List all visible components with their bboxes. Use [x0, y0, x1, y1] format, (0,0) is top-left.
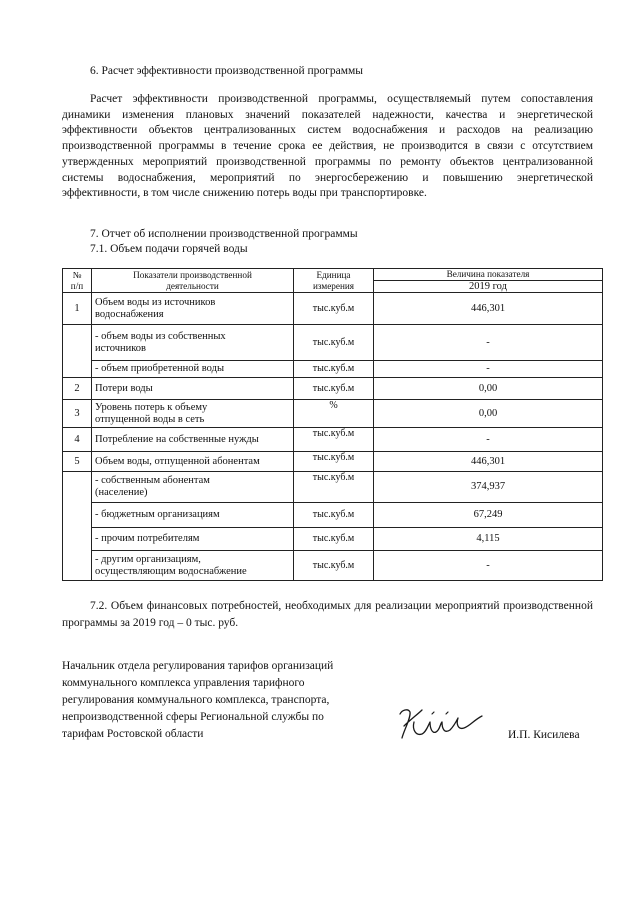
row-num: 1 [63, 293, 92, 325]
header-unit [294, 269, 374, 293]
row-value: 446,301 [374, 452, 603, 472]
row-indicator: - прочим потребителям [92, 528, 294, 551]
section-6-heading: 6. Расчет эффективности производственной программы [90, 65, 364, 77]
row-unit: тыс.куб.м [294, 452, 374, 472]
row-indicator [92, 472, 294, 503]
row-unit: тыс.куб.м [294, 428, 374, 452]
row-indicator [92, 325, 294, 361]
table-row [63, 361, 603, 378]
row-indicator: - объем приобретенной воды [92, 361, 294, 378]
row-indicator: Потери воды [92, 378, 294, 400]
table-row [63, 293, 603, 325]
row-unit: тыс.куб.м [294, 378, 374, 400]
row-unit: % [294, 400, 374, 428]
section-7-2-text: 7.2. Объем финансовых потребностей, необходимых для реализации мероприятий производственной программы за 2019 год – 0 тыс. руб. [62, 600, 593, 629]
row-value: 0,00 [374, 400, 603, 428]
handwritten-signature-icon [392, 700, 484, 748]
row-indicator-line2: осуществляющим водоснабжение [95, 565, 247, 577]
row-value: 446,301 [374, 293, 603, 325]
header-indicator-line2: деятельности [166, 280, 219, 291]
row-num: 4 [63, 428, 92, 452]
table-row [63, 528, 603, 551]
row-unit: тыс.куб.м [294, 472, 374, 503]
header-indicator-line1: Показатели производственной [133, 269, 252, 280]
signatory-name: И.П. Кисилева [508, 729, 580, 741]
row-indicator-line1: Уровень потерь к объему [95, 401, 208, 413]
row-unit: тыс.куб.м [294, 528, 374, 551]
row-num: 2 [63, 378, 92, 400]
signatory-position-line: коммунального комплекса управления тарифного [62, 677, 305, 689]
section-6-body [62, 92, 593, 202]
row-unit: тыс.куб.м [294, 361, 374, 378]
row-indicator-line2: водоснабжения [95, 308, 164, 320]
row-num: 5 [63, 452, 92, 472]
row-indicator [92, 293, 294, 325]
signatory-position-line: регулирования коммунального комплекса, транспорта, [62, 694, 330, 706]
header-indicator [92, 269, 294, 293]
row-indicator-line1: - собственным абонентам [95, 475, 210, 486]
row-indicator: Объем воды, отпущенной абонентам [92, 452, 294, 472]
header-value: Величина показателя [374, 269, 603, 281]
row-num [63, 472, 92, 581]
header-year: 2019 год [374, 281, 603, 293]
row-indicator-line1: - другим организациям, [95, 553, 201, 565]
row-indicator: Потребление на собственные нужды [92, 428, 294, 452]
header-num [63, 269, 92, 293]
signatory-position-line: Начальник отдела регулирования тарифов организаций [62, 660, 334, 672]
row-indicator-line2: (население) [95, 487, 148, 498]
signatory-position-line: непроизводственной сферы Региональной службы по [62, 711, 324, 723]
row-unit: тыс.куб.м [294, 503, 374, 528]
table-row [63, 503, 603, 528]
row-indicator-line2: отпущенной воды в сеть [95, 413, 205, 425]
row-unit: тыс.куб.м [294, 325, 374, 361]
table-row [63, 378, 603, 400]
table-row [63, 325, 603, 361]
row-value: - [374, 428, 603, 452]
row-indicator [92, 551, 294, 581]
row-num: 3 [63, 400, 92, 428]
table-row [63, 400, 603, 428]
row-indicator: - бюджетным организациям [92, 503, 294, 528]
header-unit-line1: Единица [316, 269, 351, 280]
section-6-body-text: Расчет эффективности производственной программы, осуществляемый путем сопоставления динамики изменения плановых значений показателей надежности, качества и энергетической эффективности объектов централизованных систем водоснабжения и расходов на реализацию производственной программы в течение срока ее действия, не производится в связи с отсутствием утвержденных мероприятий производственной программы по ремонту объектов централизованной системы водоснабжения, мероприятий по энергосбережению и повышению энергетической эффективности, в том числе снижению потерь воды при транспортировке. [62, 93, 593, 200]
header-unit-line2: измерения [312, 280, 355, 291]
row-unit: тыс.куб.м [294, 551, 374, 581]
row-num [63, 325, 92, 378]
row-value: - [374, 325, 603, 361]
row-value: 374,937 [374, 472, 603, 503]
row-indicator-line1: - объем воды из собственных [95, 330, 226, 342]
row-indicator-line1: Объем воды из источников [95, 296, 216, 308]
row-indicator-line2: источников [95, 342, 147, 354]
row-unit: тыс.куб.м [294, 293, 374, 325]
table-row [63, 472, 603, 503]
row-value: 0,00 [374, 378, 603, 400]
section-7-1-heading: 7.1. Объем подачи горячей воды [90, 243, 248, 255]
row-value: - [374, 361, 603, 378]
table-row [63, 428, 603, 452]
row-value: 4,115 [374, 528, 603, 551]
section-7-2 [62, 598, 593, 632]
header-num-line1: № [72, 269, 82, 280]
table-row [63, 551, 603, 581]
water-supply-table [62, 268, 603, 581]
row-value: - [374, 551, 603, 581]
signatory-position [62, 658, 333, 743]
table-row [63, 452, 603, 472]
row-value: 67,249 [374, 503, 603, 528]
header-num-line2: п/п [70, 280, 84, 291]
section-7-heading: 7. Отчет об исполнении производственной программы [90, 228, 358, 240]
row-indicator [92, 400, 294, 428]
signatory-position-line: тарифам Ростовской области [62, 728, 204, 740]
